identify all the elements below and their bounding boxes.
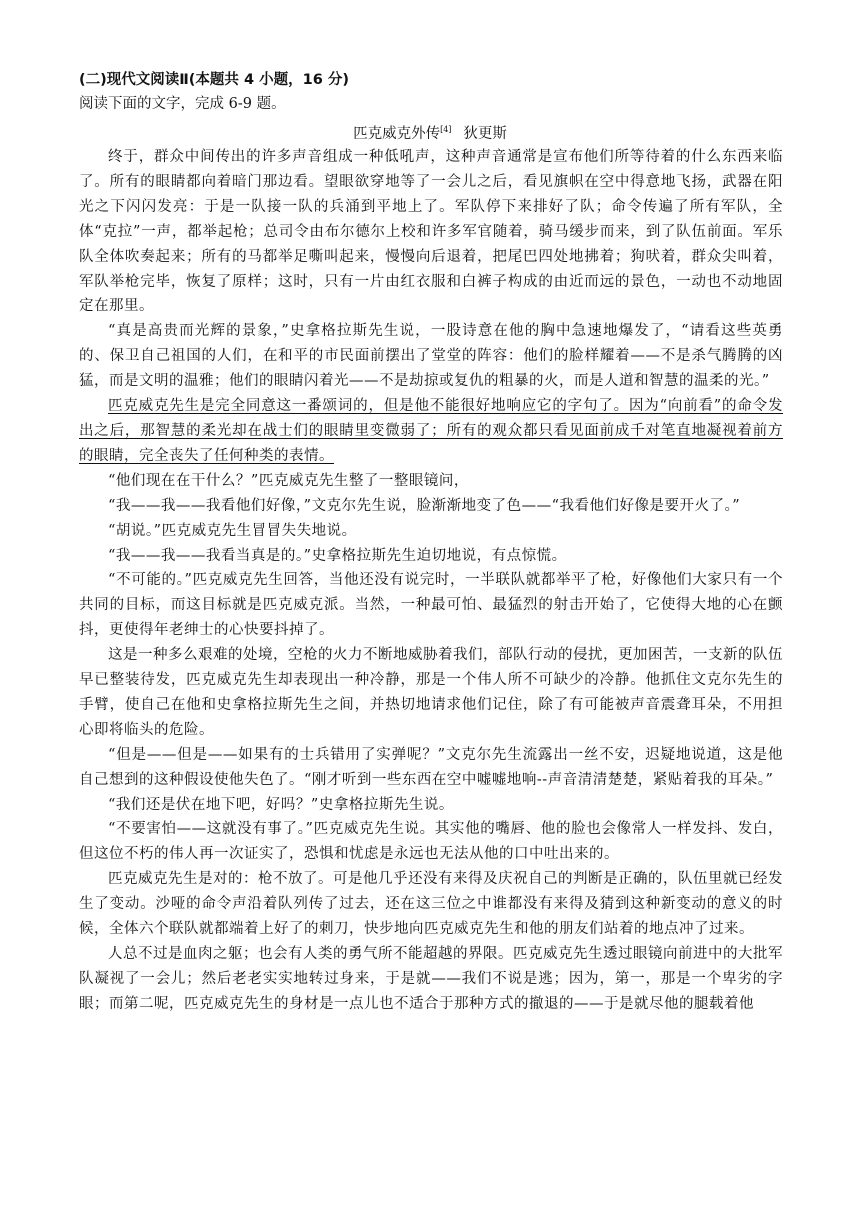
paragraph: 终于，群众中间传出的许多声音组成一种低吼声，这种声音通常是宣布他们所等待着的什么东西来临了。所有的眼睛都向着暗门那边看。望眼欲穿地等了一会儿之后，看见旗帜在空中得意地飞扬，武器在阳光之下闪闪发亮：于是一队接一队的兵涌到平地上了。军队停下来排好了队；命令传遍了所有军队，全体“克拉”一声，都举起枪；总司令由布尔德尔上校和许多军官随着，骑马缓步而来，到了队伍前面。军乐队全体吹奏起来；所有的马都举足嘶叫起来，慢慢向后退着，把尾巴四处地拂着；狗吠着，群众尖叫着，军队举枪完毕，恢复了原样；这时，只有一片由红衣服和白裤子构成的由近而远的景色，一动也不动地固定在那里。 <box>79 149 783 315</box>
passage-title: 匹克威克外传 <box>353 126 441 142</box>
paragraph: “不要害怕——这就没有事了。”匹克威克先生说。其实他的嘴唇、他的脸也会像常人一样发抖、发白，但这位不朽的伟人再一次证实了，恐惧和忧虑是永远也无法从他的口中吐出来的。 <box>79 821 783 863</box>
paragraph: “真是高贵而光辉的景象，”史拿格拉斯先生说，一股诗意在他的胸中急速地爆发了，“请看这些英勇的、保卫自己祖国的人们，在和平的市民面前摆出了堂堂的阵容：他们的脸样耀着——不是杀气腾腾的凶猛，而是文明的温雅；他们的眼睛闪着光——不是劫掠或复仇的粗暴的火，而是人道和智慧的温柔的光。” <box>79 323 783 390</box>
paragraph: “我们还是伏在地下吧，好吗？”史拿格拉斯先生说。 <box>108 796 454 813</box>
paragraph: “胡说。”匹克威克先生冒冒失失地说。 <box>108 522 357 539</box>
paragraph: “我——我——我看他们好像，”文克尔先生说，脸渐渐地变了色——“我看他们好像是要开火了。” <box>108 497 741 514</box>
footnote-marker: [4] <box>440 125 452 134</box>
paragraph: 匹克威克先生是对的：枪不放了。可是他几乎还没有来得及庆祝自己的判断是正确的，队伍里就已经发生了变动。沙哑的命令声沿着队列传了过去，还在这三位之中谁都没有来得及猜到这种新变动的意义的时候，全体六个联队就都端着上好了的刺刀，快步地向匹克威克先生和他的朋友们站着的地点冲了过来。 <box>79 871 783 938</box>
paragraph: “不可能的。”匹克威克先生回答，当他还没有说完时，一半联队就都举平了枪，好像他们大家只有一个共同的目标，而这目标就是匹克威克派。当然，一种最可怕、最猛烈的射击开始了，它使得大地的心在颤抖，更使得年老绅士的心快要抖掉了。 <box>79 572 783 639</box>
passage-author: 狄更斯 <box>463 126 507 142</box>
paragraph: 这是一种多么艰难的处境，空枪的火力不断地威胁着我们，部队行动的侵扰，更加困苦，一支新的队伍早已整装待发，匹克威克先生却表现出一种冷静，那是一个伟人所不可缺少的冷静。他抓住文克尔先生的手臂，使自己在他和史拿格拉斯先生之间，并热切地请求他们记住，除了有可能被声音震聋耳朵，不用担心即将临头的危险。 <box>79 647 783 738</box>
paragraph: 人总不过是血肉之躯；也会有人类的勇气所不能超越的界限。匹克威克先生透过眼镜向前进中的大批军队凝视了一会儿；然后老老实实地转过身来，于是就——我们不说是逃；因为，第一，那是一个卑劣的字眼；而第二呢，匹克威克先生的身材是一点儿也不适合于那种方式的撤退的——于是就尽他的腿载着他 <box>79 946 783 1012</box>
section-heading: (二)现代文阅读Ⅱ(本题共 4 小题，16 分) <box>79 72 349 88</box>
paragraph: “他们现在在干什么？”匹克威克先生整了一整眼镜问， <box>108 472 469 489</box>
reading-instruction: 阅读下面的文字，完成 6-9 题。 <box>79 96 286 112</box>
paragraph: “但是——但是——如果有的士兵错用了实弹呢？”文克尔先生流露出一丝不安，迟疑地说道，这是他自己想到的这种假设使他失色了。“刚才听到一些东西在空中嘘嘘地响--声音清清楚楚，紧贴着我的耳朵。” <box>79 746 783 788</box>
passage-title-line <box>0 120 860 144</box>
underlined-paragraph: 匹克威克先生是完全同意这一番颂词的，但是他不能很好地响应它的字句了。因为“向前看”的命令发出之后，那智慧的柔光却在战士们的眼睛里变微弱了；所有的观众都只看见面前成千对笔直地凝视着前方的眼睛，完全丧失了任何种类的表情。 <box>79 398 783 464</box>
passage-body <box>79 145 783 1017</box>
paragraph: “我——我——我看当真是的。”史拿格拉斯先生迫切地说，有点惊慌。 <box>108 547 567 564</box>
